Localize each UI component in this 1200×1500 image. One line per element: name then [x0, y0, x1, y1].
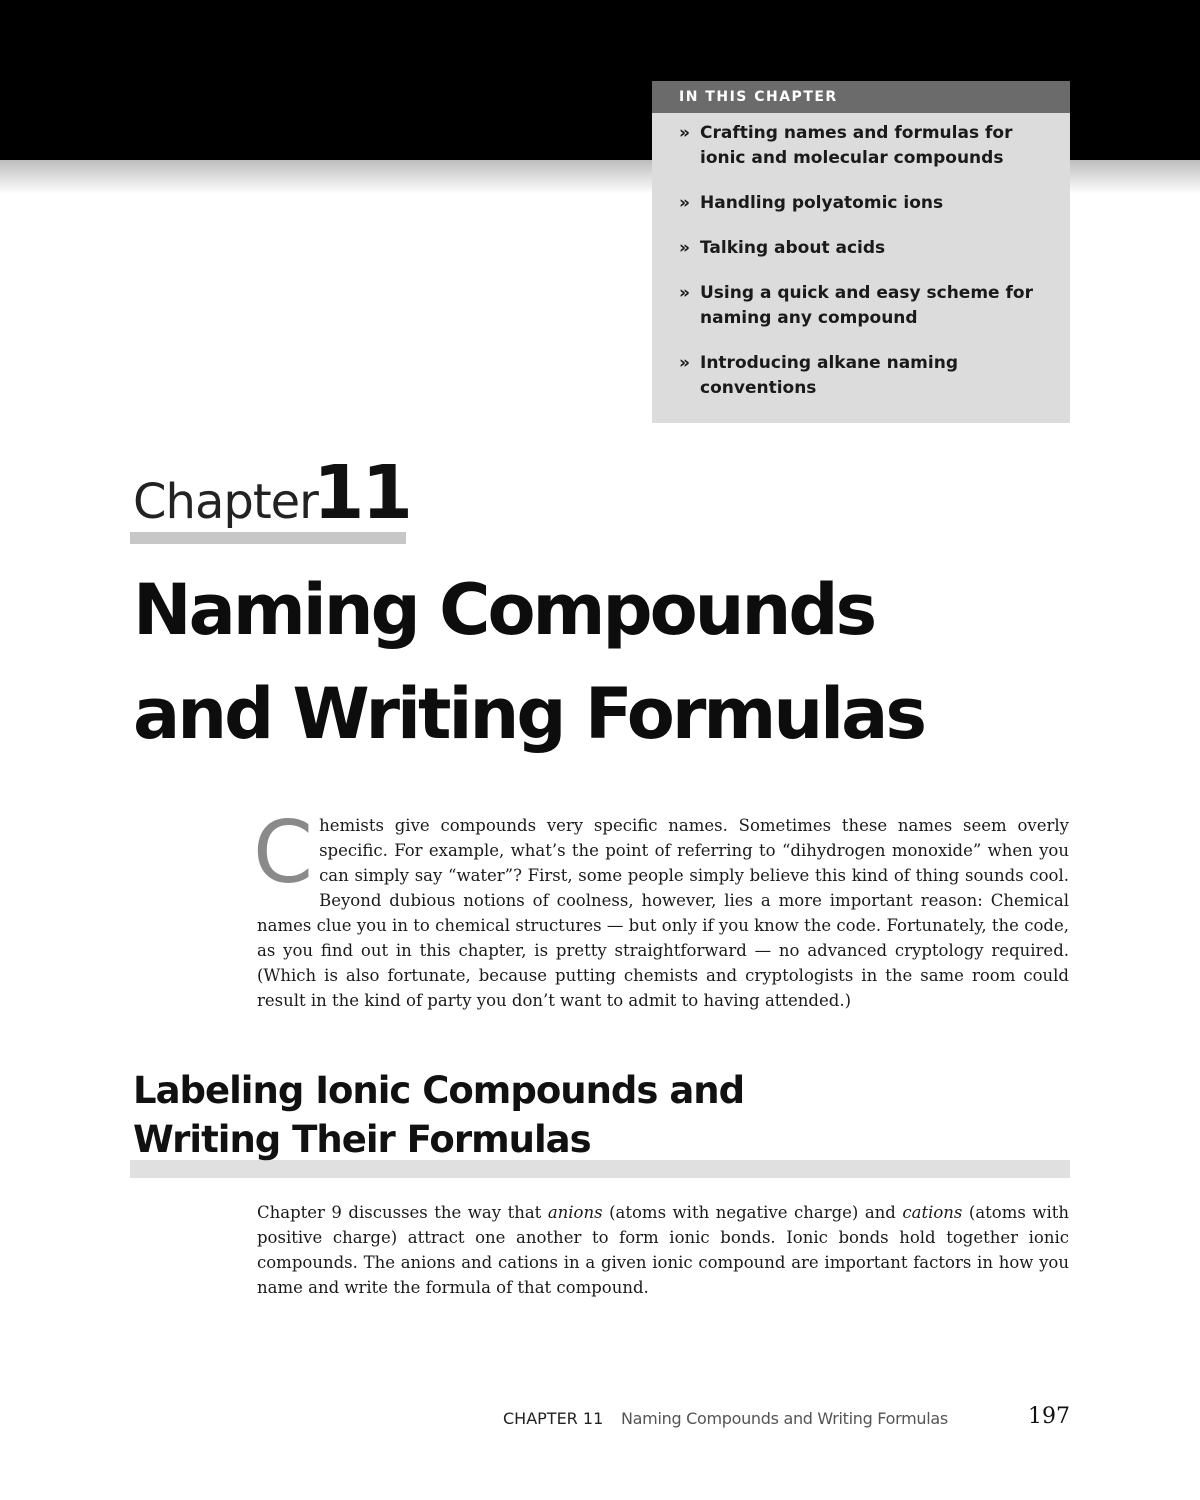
section-heading	[133, 1066, 744, 1164]
chapter-number: 11	[313, 450, 410, 536]
chapter-title	[133, 558, 1093, 766]
section-heading-line-1: Labeling Ionic Compounds and	[133, 1069, 745, 1112]
section-text-part-2: (atoms with negative charge) and	[602, 1203, 903, 1222]
chapter-label	[130, 450, 410, 544]
section-paragraph	[257, 1200, 1069, 1300]
term-anions: anions	[547, 1203, 603, 1222]
in-this-chapter-item-text: Handling polyatomic ions	[700, 193, 944, 213]
in-this-chapter-item-text: Talking about acids	[700, 238, 886, 258]
in-this-chapter-box	[652, 81, 1070, 423]
in-this-chapter-item	[679, 281, 1050, 331]
in-this-chapter-item-text: Crafting names and formulas for ionic and molecular compounds	[700, 123, 1013, 168]
section-text-part-3: (atoms with positive charge) attract one another to form ionic bonds. Ionic bonds hold together ionic compounds. The anions and cations in a given ionic compound are important factors in how you name and write the formula of that compound.	[257, 1203, 1069, 1297]
double-chevron-icon: »	[679, 238, 690, 258]
in-this-chapter-item	[679, 121, 1050, 171]
in-this-chapter-item	[679, 191, 1050, 216]
drop-cap: C	[253, 803, 314, 903]
in-this-chapter-list	[652, 113, 1070, 401]
chapter-title-line-1: Naming Compounds	[133, 569, 875, 651]
section-heading-block	[130, 1066, 1070, 1178]
in-this-chapter-item-text: Using a quick and easy scheme for naming any compound	[700, 283, 1033, 328]
double-chevron-icon: »	[679, 123, 690, 143]
term-cations: cations	[902, 1203, 963, 1222]
chapter-word: Chapter	[133, 474, 318, 530]
intro-paragraph	[253, 803, 1069, 1013]
in-this-chapter-item	[679, 236, 1050, 261]
footer-chapter-title: Naming Compounds and Writing Formulas	[621, 1409, 948, 1428]
in-this-chapter-item-text: Introducing alkane naming conventions	[700, 353, 958, 398]
page-number: 197	[1028, 1404, 1070, 1429]
footer-chapter-label: CHAPTER 11	[503, 1409, 604, 1428]
section-heading-line-2: Writing Their Formulas	[133, 1118, 591, 1161]
in-this-chapter-header: IN THIS CHAPTER	[652, 81, 1070, 113]
page-footer	[503, 1404, 1070, 1434]
intro-text: hemists give compounds very specific names. Sometimes these names seem overly specific. For example, what’s the point of referring to “dihydrogen monoxide” when you can simply say “water”? First, some people simply believe this kind of thing sounds cool. Beyond dubious notions of coolness, however, lies a more important reason: Chemical names clue you in to chemical structures — but only if you know the code. Fortunately, the code, as you find out in this chapter, is pretty straightforward — no advanced cryptology required. (Which is also fortunate, because putting chemists and cryptologists in the same room could result in the kind of party you don’t want to admit to having attended.)	[257, 816, 1069, 1010]
section-text-part-1: Chapter 9 discusses the way that	[257, 1203, 548, 1222]
double-chevron-icon: »	[679, 283, 690, 303]
double-chevron-icon: »	[679, 353, 690, 373]
double-chevron-icon: »	[679, 193, 690, 213]
in-this-chapter-item	[679, 351, 1050, 401]
chapter-title-line-2: and Writing Formulas	[133, 673, 925, 755]
